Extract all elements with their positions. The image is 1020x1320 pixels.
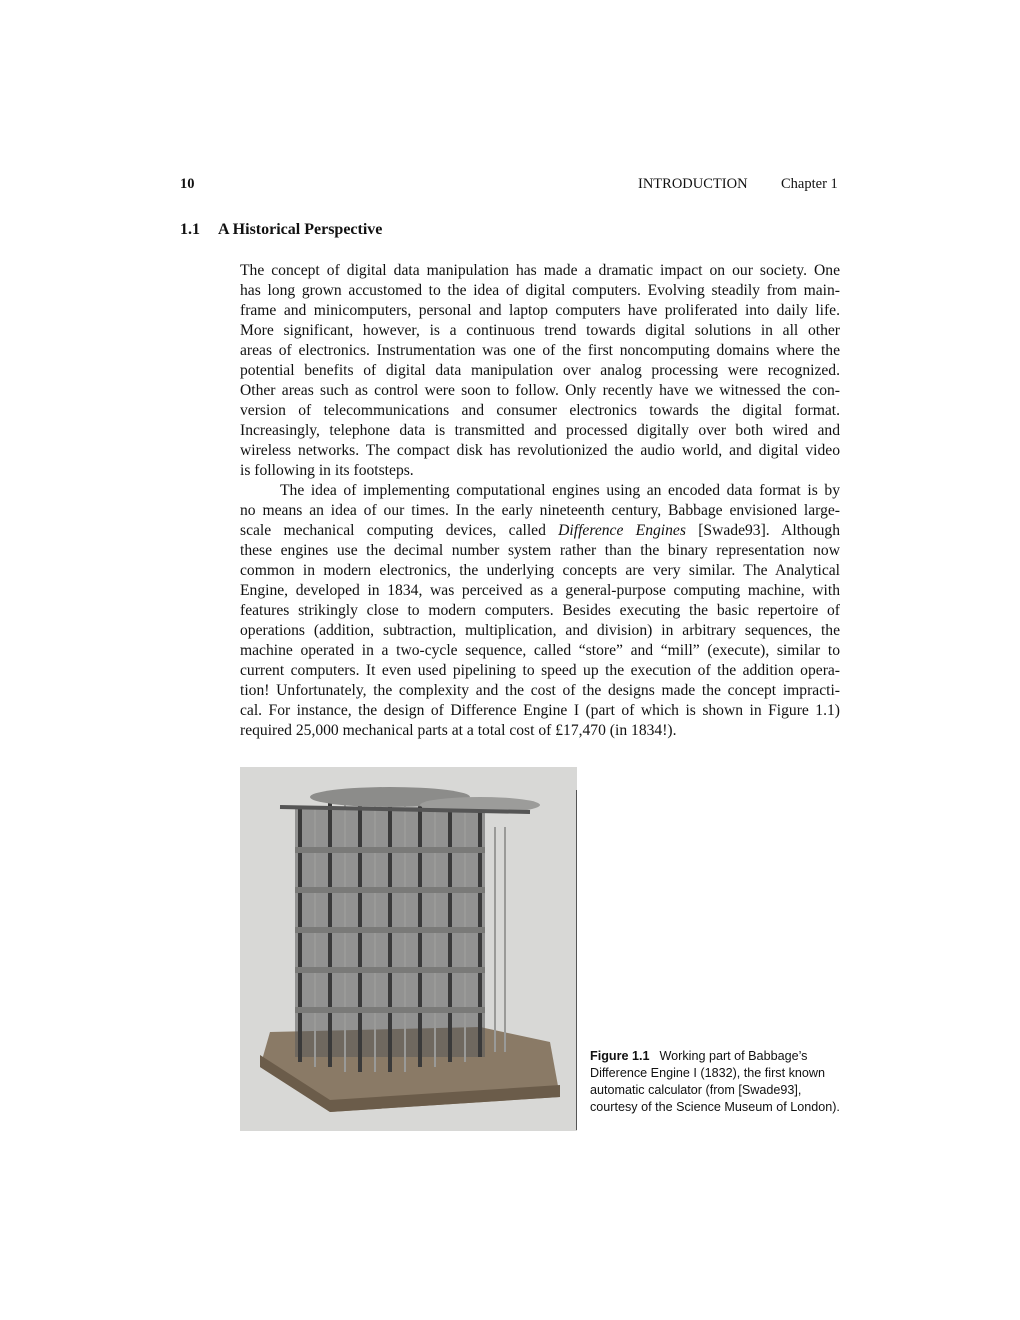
page-number: 10 <box>180 176 195 192</box>
text-span: scale mechanical computing devices, called <box>240 522 559 539</box>
text-line: cal. For instance, the design of Difference Engine I (part of which is shown in Figure 1.1) <box>240 702 840 719</box>
text-line: potential benefits of digital data manipulation over analog processing were recognized. <box>240 362 840 379</box>
section-heading <box>180 221 382 239</box>
figure-caption-text: Working part of Babbage’s Difference Engine I (1832), the first known automatic calculator (from [Swade93], courtesy of the Science Museum of London). <box>590 1049 840 1114</box>
text-line: wireless networks. The compact disk has revolutionized the audio world, and digital video <box>240 442 840 459</box>
text-line: machine operated in a two-cycle sequence, called “store” and “mill” (execute), similar to <box>240 642 840 659</box>
text-line: Engine, developed in 1834, was perceived as a general-purpose computing machine, with <box>240 582 840 599</box>
text-line: is following in its footsteps. <box>240 462 414 479</box>
paragraph-2 <box>240 481 840 741</box>
difference-engine-photo <box>240 767 577 1131</box>
text-line: has long grown accustomed to the idea of digital computers. Evolving steadily from main- <box>240 282 840 299</box>
section-number: 1.1 <box>180 221 200 238</box>
text-line: no means an idea of our times. In the early nineteenth century, Babbage envisioned large- <box>240 502 840 519</box>
text-line: areas of electronics. Instrumentation was one of the first noncomputing domains where the <box>240 342 840 359</box>
text-line: features strikingly close to modern computers. Besides executing the basic repertoire of <box>240 602 840 619</box>
running-title: INTRODUCTION <box>638 176 748 192</box>
text-line: required 25,000 mechanical parts at a total cost of £17,470 (in 1834!). <box>240 722 677 739</box>
text-line: The idea of implementing computational engines using an encoded data format is by <box>280 482 840 499</box>
chapter-label: Chapter 1 <box>781 176 838 192</box>
text-line: tion! Unfortunately, the complexity and the cost of the designs made the concept impracti- <box>240 682 840 699</box>
text-line: More significant, however, is a continuous trend towards digital solutions in all other <box>240 322 840 339</box>
text-line: these engines use the decimal number system rather than the binary representation now <box>240 542 840 559</box>
text-line: operations (addition, subtraction, multiplication, and division) in arbitrary sequences, the <box>240 622 840 639</box>
text-line: Other areas such as control were soon to follow. Only recently have we witnessed the con- <box>240 382 840 399</box>
text-line: common in modern electronics, the underlying concepts are very similar. The Analytical <box>240 562 840 579</box>
text-line: Increasingly, telephone data is transmitted and processed digitally over both wired and <box>240 422 840 439</box>
figure-divider <box>576 790 577 1130</box>
figure-label: Figure 1.1 <box>590 1049 650 1063</box>
section-title: A Historical Perspective <box>218 221 383 238</box>
figure-caption <box>590 1048 850 1116</box>
text-line: current computers. It even used pipelining to speed up the execution of the addition opera- <box>240 662 840 679</box>
text-span: [Swade93]. Although <box>685 522 841 539</box>
italic-term: Difference Engines <box>558 522 686 539</box>
text-line <box>240 521 840 541</box>
text-line: version of telecommunications and consumer electronics towards the digital format. <box>240 402 840 419</box>
paragraph-1 <box>240 261 840 481</box>
text-line: frame and minicomputers, personal and laptop computers have proliferated into daily life. <box>240 302 840 319</box>
text-line: The concept of digital data manipulation has made a dramatic impact on our society. One <box>240 262 840 279</box>
